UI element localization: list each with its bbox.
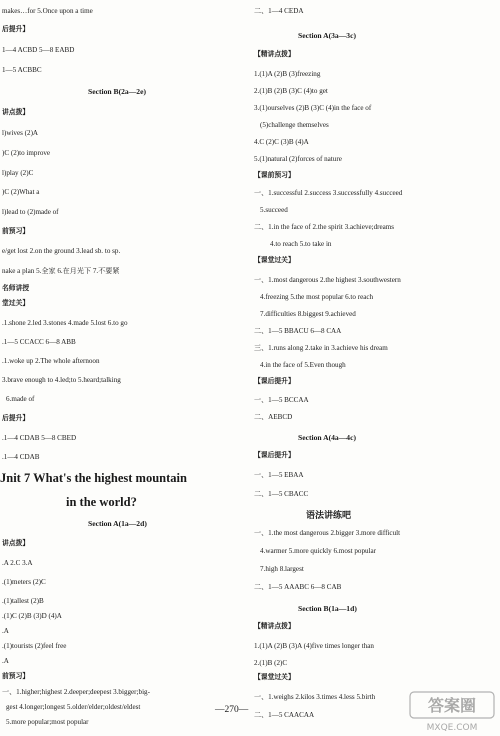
answer-line: l)lead to (2)made of [2, 208, 59, 216]
answer-line: nake a plan 5.全家 6.在月光下 7.不要紧 [2, 267, 120, 275]
answer-line: .1.shone 2.led 3.stones 4.made 5.lost 6.to go [2, 319, 128, 327]
section-heading: Section B(2a—2e) [88, 87, 146, 96]
answer-line: .1—4 CDAB [2, 453, 40, 461]
answer-line: .(1)meters (2)C [2, 578, 46, 586]
answer-line: 一、1—5 BCCAA [254, 396, 309, 404]
head-heading: 【课堂过关】 [254, 257, 295, 264]
head-heading: 后提升】 [2, 26, 30, 33]
section-heading: Section A(3a—3c) [298, 31, 356, 40]
head-heading: 讲点拨】 [2, 109, 30, 116]
answer-line: 2.(1)B (2)C [254, 659, 288, 667]
head-heading: 后提升】 [2, 415, 30, 422]
answer-line: l)wives (2)A [2, 129, 39, 137]
answer-line: 5.(1)natural (2)forces of nature [254, 155, 342, 163]
head-heading: 前预习】 [2, 673, 30, 680]
answer-line: 5.more popular;most popular [6, 718, 89, 726]
head-heading: 讲点拨】 [2, 540, 30, 547]
answer-line: 二、1—5 CBACC [254, 490, 309, 498]
answer-line: makes…for 5.Once upon a time [2, 7, 93, 15]
answer-line: 3.brave enough to 4.led;to 5.heard;talking [2, 376, 121, 384]
answer-line: .(1)tallest (2)B [2, 597, 44, 605]
head-heading: 【课前预习】 [254, 172, 295, 179]
answer-line: 6.made of [6, 395, 35, 403]
answer-line: 一、1.weighs 2.kilos 3.times 4.less 5.birth [254, 693, 376, 701]
head-heading: 前预习】 [2, 228, 30, 235]
answer-line: .A [2, 627, 9, 635]
head-heading: 【精讲点拨】 [254, 623, 295, 630]
page-number: —270— [215, 705, 249, 715]
head-heading: 【课堂过关】 [254, 674, 295, 681]
answer-line: gest 4.longer;longest 5.older/elder;oldest/eldest [6, 703, 141, 711]
answer-line: 二、1—5 CAACAA [254, 711, 315, 719]
head-heading: 【课后提升】 [254, 378, 295, 385]
section-heading: Section A(4a—4c) [298, 433, 356, 442]
answer-line: 7.high 8.largest [260, 565, 304, 573]
answer-line: 二、1—5 BBACU 6—8 CAA [254, 327, 342, 335]
answer-line: 4.to reach 5.to take in [270, 240, 332, 248]
answer-line: .A 2.C 3.A [2, 559, 33, 567]
section-heading: Section A(1a—2d) [88, 519, 147, 528]
head-heading: 名师讲授 [2, 285, 30, 292]
answer-line: .A [2, 657, 9, 665]
answer-line: 一、1.successful 2.success 3.successfully 4.succeed [254, 189, 403, 197]
answer-line: )C (2)to improve [2, 149, 51, 157]
answer-line: (5)challenge themselves [260, 121, 329, 129]
answer-line: .1—5 CCACC 6—8 ABB [2, 338, 76, 346]
answer-line: 4.warmer 5.more quickly 6.most popular [260, 547, 377, 555]
answer-line: 7.difficulties 8.biggest 9.achieved [260, 310, 356, 318]
answer-line: .(1)C (2)B (3)D (4)A [2, 612, 62, 620]
answer-line: 一、1—5 EBAA [254, 471, 304, 479]
answer-line: 4.in the face of 5.Even though [260, 361, 346, 369]
answer-line: 1.(1)A (2)B (3)freezing [254, 70, 321, 78]
answer-line: 4.freezing 5.the most popular 6.to reach [260, 293, 374, 301]
head-heading: 【课后提升】 [254, 452, 295, 459]
answer-line: .1.woke up 2.The whole afternoon [2, 357, 100, 365]
answer-line: 2.(1)B (2)B (3)C (4)to get [254, 87, 328, 95]
answer-line: 4.C (2)C (3)B (4)A [254, 138, 309, 146]
answer-line: e/get lost 2.on the ground 3.lead sb. to sp. [2, 247, 121, 255]
answer-line: .1—4 CDAB 5—8 CBED [2, 434, 77, 442]
answer-line: 一、1.higher;highest 2.deeper;deepest 3.bigger;big- [2, 688, 150, 696]
section-heading: Section B(1a—1d) [298, 604, 357, 613]
watermark-text: 答案圈 [427, 696, 477, 715]
answer-line: 三、1.runs along 2.take in 3.achieve his dream [254, 344, 388, 352]
answer-line: 二、1—5 AAABC 6—8 CAB [254, 583, 342, 591]
head-heading: 堂过关】 [2, 300, 30, 307]
grammar-heading: 语法讲练吧 [306, 510, 352, 520]
answer-line: )C (2)What a [2, 188, 40, 196]
answer-line: .(1)tourists (2)feel free [2, 642, 67, 650]
svg-text:MXQE.COM: MXQE.COM [426, 723, 478, 733]
unit-heading: in the world? [66, 495, 137, 509]
answer-line: 二、AEBCD [254, 413, 293, 421]
answer-line: 一、1.most dangerous 2.the highest 3.southwestern [254, 276, 401, 284]
head-heading: 【精讲点拨】 [254, 51, 295, 58]
unit-heading: Jnit 7 What's the highest mountain [0, 471, 187, 485]
answer-line: 1.(1)A (2)B (3)A (4)five times longer than [254, 642, 374, 650]
answer-line: 5.succeed [260, 206, 288, 214]
answer-line: 二、1—4 CEDA [254, 7, 304, 15]
answer-line: 1—5 ACBBC [2, 66, 42, 74]
answer-line: 二、1.in the face of 2.the spirit 3.achieve;dreams [254, 223, 395, 231]
answer-line: 3.(1)ourselves (2)B (3)C (4)in the face of [254, 104, 372, 112]
answer-line: l)play (2)C [2, 169, 34, 177]
answer-line: 一、1.the most dangerous 2.bigger 3.more difficult [254, 529, 401, 537]
answer-line: 1—4 ACBD 5—8 EABD [2, 46, 75, 54]
watermark-logo [408, 688, 496, 734]
